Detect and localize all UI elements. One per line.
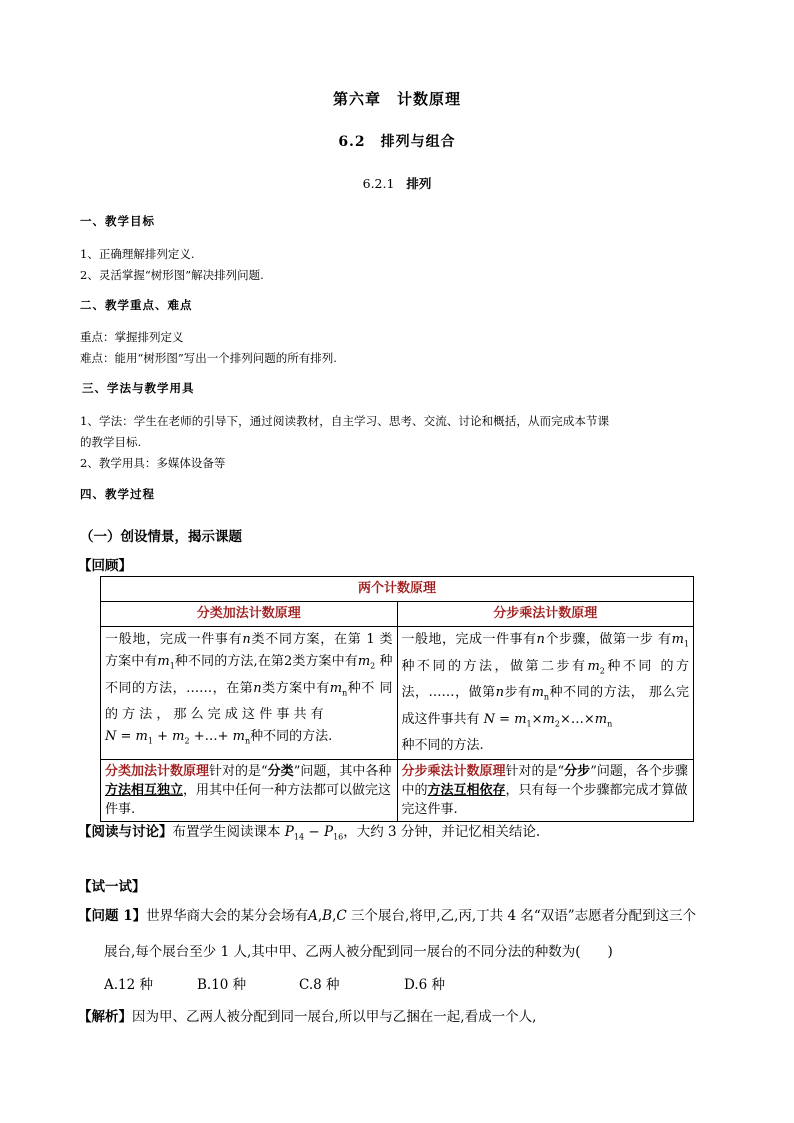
left-note-part: 种 [378, 764, 392, 780]
left-description: 一般地，完成一件事有n类不同方案，在第 1 类 方案中有$m_1$种不同的方法,在第2类方案中有$m_2$ 种不同的方法，……，在第n类方案中有$m_n$种不 同 的 方 法 ， 那 么 完 成 这 件 事 共 有 $N = m_1 + m_2$ +…+ $m_n$种不同的方法. [101, 627, 398, 760]
section-1-heading: 一、教学目标 [80, 214, 155, 228]
table-title: 两个计数原理 [101, 577, 694, 602]
reading-text: 布置学生阅读课本 [172, 824, 281, 840]
right-desc-part: 步有 [504, 685, 532, 701]
left-note-part: ，用其中任何一种方法都可以做 [183, 783, 366, 799]
reading-label: 【阅读与讨论】 [78, 824, 173, 840]
option-b: B.10 种 [197, 977, 247, 993]
section-title: 6.2 排列与组合 [338, 134, 456, 150]
section-2-item-1: 重点：掌握排列定义 [80, 330, 184, 344]
section-3-item-1-line-1: 1、学法：学生在老师的引导下，通过阅读教材，自主学习、思考、交流、讨论和概括，从而完成本节课 [80, 414, 610, 428]
problem-line-2: 展台,每个展台至少 1 人,其中甲、乙两人被分配到同一展台的不同分法的种数为( ) [104, 944, 613, 960]
right-note-principle: 分步乘法计数原理 [401, 764, 506, 780]
left-note-emphasis: 方法相互独立 [105, 783, 184, 799]
left-desc-part: 一般地，完成一件事有 [105, 632, 243, 647]
counting-principles-table [100, 576, 694, 822]
left-note [101, 760, 398, 822]
analysis-line [78, 1005, 536, 1025]
right-note-part: ”问题，各 [590, 764, 649, 780]
reading-line [78, 820, 540, 842]
right-desc-part: 种不同的方法. [401, 738, 484, 754]
right-desc-part: 种不同 [604, 658, 654, 674]
problem-label: 【问题 1】 [78, 908, 147, 924]
page-range-formula: $P_{14} - P_{16}$ [284, 824, 344, 842]
left-note-part: 针对的是“ [209, 764, 268, 780]
subsection-number: 6.2.1 [362, 176, 395, 191]
right-note-part: 个步骤中的 [401, 764, 688, 799]
section-4-heading: 四、教学过程 [80, 487, 155, 501]
left-desc-part: 种不同的方法,在第2类方案中有 [174, 654, 358, 669]
subsection-name: 排列 [406, 176, 432, 191]
right-header: 分步乘法计数原理 [397, 602, 694, 627]
try-label: 【试一试】 [78, 879, 146, 895]
problem-text: 世界华商大会的某分会场有 [146, 908, 309, 924]
right-note-part: ，只有每一个步骤 [505, 783, 610, 799]
option-a: A.12 种 [104, 977, 154, 993]
section-1-item-2: 2、灵活掌握“树形图”解决排列问题. [80, 268, 264, 282]
subsection-title [0, 174, 794, 192]
problem-line-1: 【问题 1】世界华商大会的某分会场有A,B,C 三个展台,将甲,乙,丙,丁共 4 名“双语”志愿者分配到这三个 [78, 908, 697, 924]
right-desc-part: 种不同的方法，做第二步有 [401, 658, 588, 674]
right-desc-part: 种不同的方法， [549, 685, 645, 701]
left-note-part: ”问题，其中各 [293, 764, 379, 780]
left-desc-part: 种不同的方法，……，在第 [105, 654, 393, 696]
left-desc-part: 类不同方案，在第 1 类 [250, 632, 393, 647]
right-desc-part: 个步骤，做第一步 [544, 632, 654, 647]
left-desc-part: 种不 [347, 680, 375, 696]
analysis-label: 【解析】 [78, 1009, 132, 1025]
right-desc-part: 一般地，完成一件事有 [401, 632, 537, 647]
right-description: 一般地，完成一件事有n个步骤，做第一步 有$m_1$种不同的方法，做第二步有$m_2$种不同 的方法，……，做第n步有$m_n$种不同的方法， 那么完成这件事共有 $N = m_1\times m_2\times\dots\times m_n$ 种不同的方法. [397, 627, 694, 760]
right-desc-part: 的方法，……，做第 [401, 658, 689, 701]
review-label: 【回顾】 [78, 558, 132, 574]
left-formula: $N = m_1 + m_2$ +…+ $m_n$ [105, 729, 251, 746]
left-desc-part: 方案中有 [105, 654, 158, 669]
section-3-heading: 三、学法与教学用具 [82, 381, 195, 395]
section-3-item-1-line-2: 的教学目标. [80, 435, 142, 449]
left-note-key: 分类 [267, 764, 294, 780]
chapter-title: 第六章 计数原理 [332, 90, 461, 108]
left-desc-part: 种不同的方法. [250, 729, 333, 745]
analysis-text: 因为甲、乙两人被分配到同一展台,所以甲与乙捆在一起,看成一个人, [132, 1009, 537, 1025]
right-note-part: 针对的是“ [505, 764, 565, 780]
left-desc-part: 类方案中有 [261, 680, 330, 696]
reading-text: ，大约 3 分钟，并记忆相关结论. [343, 824, 541, 840]
section-2-heading: 二、教学重点、难点 [80, 298, 193, 312]
right-note-key: 分步 [564, 764, 591, 780]
section-3-item-2: 2、教学用具：多媒体设备等 [80, 456, 226, 470]
right-note-emphasis: 方法互相依存 [427, 783, 506, 799]
right-note [397, 760, 694, 822]
section-2-item-2: 难点：能用“树形图”写出一个排列问题的所有排列. [80, 351, 337, 365]
option-c: C.8 种 [299, 977, 340, 993]
left-note-part: 完这件事. [105, 783, 392, 818]
part-1-heading: （一）创设情景，揭示课题 [80, 529, 242, 545]
left-header: 分类加法计数原理 [101, 602, 398, 627]
right-desc-part: 有 [658, 632, 672, 647]
right-formula: $N = m_1\times m_2\times\dots\times m_n$ [483, 711, 613, 729]
section-1-item-1: 1、正确理解排列定义. [80, 247, 195, 261]
left-desc-part: 同 的 方 法 ， 那 么 完 成 这 件 事 共 有 [105, 680, 393, 723]
right-note-part: 都完成才算做完这件事. [401, 783, 688, 818]
left-note-principle: 分类加法计数原理 [105, 764, 210, 780]
problem-text: 三个展台,将甲,乙,丙,丁共 4 名“双语”志愿者分配到这三个 [351, 908, 697, 924]
right-desc-part: 那么完成这件事共有 [401, 685, 689, 727]
option-d: D.6 种 [404, 977, 446, 993]
